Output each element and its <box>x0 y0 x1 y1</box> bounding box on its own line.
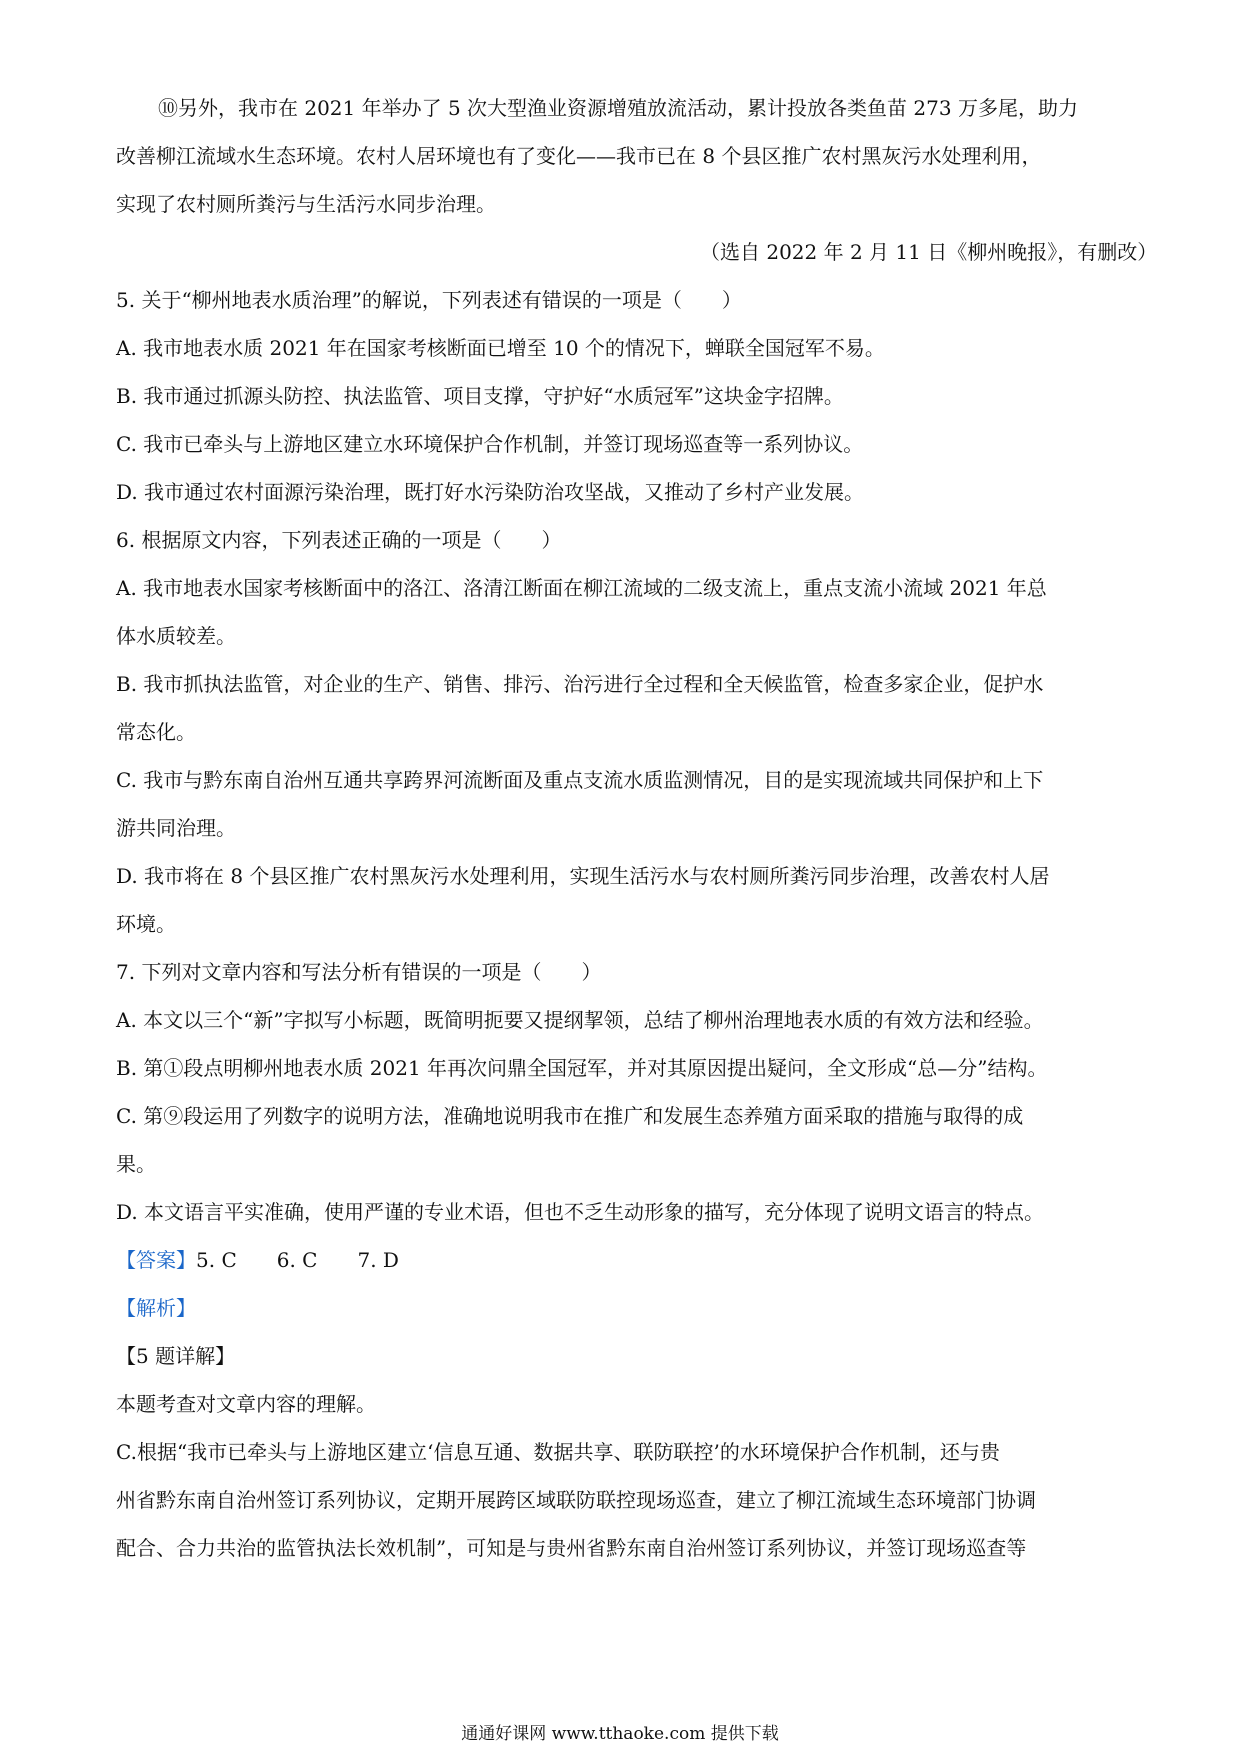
q7-option-c-line-1: C. 第⑨段运用了列数字的说明方法，准确地说明我市在推广和发展生态养殖方面采取的措施与取得的成 <box>116 1104 1024 1128</box>
q5-option-c: C. 我市已牵头与上游地区建立水环境保护合作机制，并签订现场巡查等一系列协议。 <box>116 432 864 456</box>
answer-tag: 【答案】 <box>116 1248 196 1272</box>
q7-stem: 7. 下列对文章内容和写法分析有错误的一项是（ ） <box>116 960 602 984</box>
q6-option-a-line-2: 体水质较差。 <box>116 624 236 648</box>
q6-option-b-line-2: 常态化。 <box>116 720 196 744</box>
q5-option-d: D. 我市通过农村面源污染治理，既打好水污染防治攻坚战，又推动了乡村产业发展。 <box>116 480 865 504</box>
analysis-body-line-2: 州省黔东南自治州签订系列协议，定期开展跨区域联防联控现场巡查，建立了柳江流域生态环境部门协调 <box>116 1488 1036 1512</box>
answer-line <box>116 1245 1126 1275</box>
q6-option-d-line-1: D. 我市将在 8 个县区推广农村黑灰污水处理利用，实现生活污水与农村厕所粪污同步治理，改善农村人居 <box>116 864 1050 888</box>
q7-option-b: B. 第①段点明柳州地表水质 2021 年再次问鼎全国冠军，并对其原因提出疑问，全文形成“总—分”结构。 <box>116 1056 1048 1080</box>
q7-option-c-line-2: 果。 <box>116 1152 156 1176</box>
q5-stem: 5. 关于“柳州地表水质治理”的解说，下列表述有错误的一项是（ ） <box>116 288 742 312</box>
q7-option-a: A. 本文以三个“新”字拟写小标题，既简明扼要又提纲挈领，总结了柳州治理地表水质的有效方法和经验。 <box>116 1008 1044 1032</box>
answer-value: 5. C 6. C 7. D <box>196 1248 399 1272</box>
analysis-body-line-1: C.根据“我市已牵头与上游地区建立‘信息互通、数据共享、联防联控’的水环境保护合作机制，还与贵 <box>116 1440 1000 1464</box>
q6-option-b-line-1: B. 我市抓执法监管，对企业的生产、销售、排污、治污进行全过程和全天候监管，检查多家企业，促护水 <box>116 672 1044 696</box>
analysis-tag <box>116 1293 1126 1323</box>
q7-option-d: D. 本文语言平实准确，使用严谨的专业术语，但也不乏生动形象的描写，充分体现了说明文语言的特点。 <box>116 1200 1045 1224</box>
q6-stem: 6. 根据原文内容，下列表述正确的一项是（ ） <box>116 528 562 552</box>
para10-line-3: 实现了农村厕所粪污与生活污水同步治理。 <box>116 192 496 216</box>
q5-option-b: B. 我市通过抓源头防控、执法监管、项目支撑，守护好“水质冠军”这块金字招牌。 <box>116 384 844 408</box>
analysis-tag-text: 【解析】 <box>116 1296 196 1320</box>
para10-line-2: 改善柳江流域水生态环境。农村人居环境也有了变化——我市已在 8 个县区推广农村黑灰污水处理利用， <box>116 144 1042 168</box>
para10-line-1: ⑩另外，我市在 2021 年举办了 5 次大型渔业资源增殖放流活动，累计投放各类鱼苗 273 万多尾，助力 <box>158 96 1078 120</box>
q6-option-d-line-2: 环境。 <box>116 912 176 936</box>
detail-heading: 【5 题详解】 <box>116 1344 236 1368</box>
article-source: （选自 2022 年 2 月 11 日《柳州晚报》，有删改） <box>700 240 1158 264</box>
q5-option-a: A. 我市地表水质 2021 年在国家考核断面已增至 10 个的情况下，蝉联全国冠军不易。 <box>116 336 885 360</box>
analysis-intro: 本题考查对文章内容的理解。 <box>116 1392 376 1416</box>
q6-option-c-line-2: 游共同治理。 <box>116 816 236 840</box>
q6-option-c-line-1: C. 我市与黔东南自治州互通共享跨界河流断面及重点支流水质监测情况，目的是实现流域共同保护和上下 <box>116 768 1044 792</box>
analysis-body-line-3: 配合、合力共治的监管执法长效机制”，可知是与贵州省黔东南自治州签订系列协议，并签订现场巡查等 <box>116 1536 1027 1560</box>
q6-option-a-line-1: A. 我市地表水国家考核断面中的洛江、洛清江断面在柳江流域的二级支流上，重点支流小流域 2021 年总 <box>116 576 1047 600</box>
footer-download-note: 通通好课网 www.tthaoke.com 提供下载 <box>461 1724 779 1744</box>
